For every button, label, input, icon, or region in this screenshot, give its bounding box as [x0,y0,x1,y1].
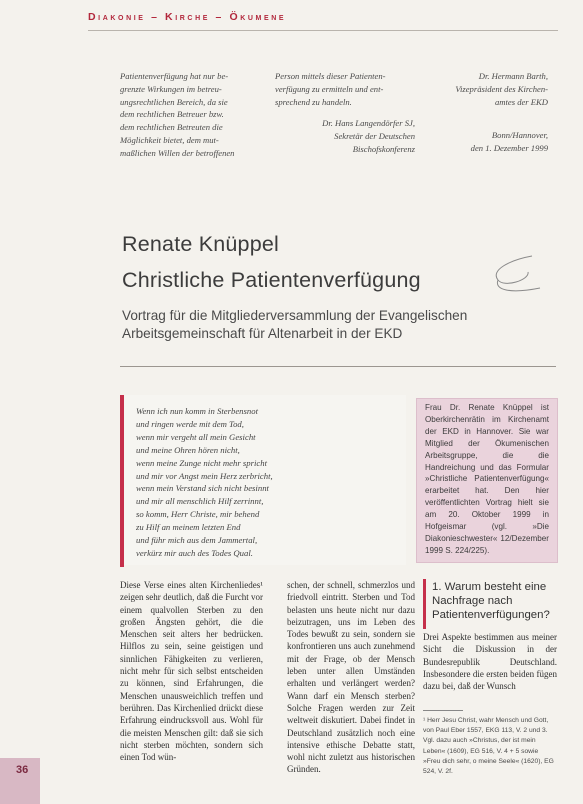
signature-line: Sekretär der Deutschen [334,130,415,141]
signature-line: amtes der EKD [495,96,548,107]
article-title: Christliche Patientenverfügung [122,268,421,292]
signature-line: Vizepräsident des Kirchen- [455,83,548,94]
header-divider [88,30,558,31]
signature-langendoerfer [275,117,415,155]
quote-line: wenn meine Zunge nicht mehr spricht [136,457,268,468]
body-column-1: Diese Verse eines alten Kirchenliedes¹ zeigen sehr deutlich, daß die Furcht vor einem qualvollen Sterben zu den großen Ängsten gehört, die die Menschen seit alters her bedrücken. Hilflos zu sein, seine geistigen und sinnlichen Fähigkeiten zu verlieren, nicht mehr für sich selbst entscheiden zu können, sind Erfahrungen, die Menschen unausweichlich treffen und berühren. Das Kirchenlied drückt diese Erfahrung eindrucksvoll aus. Wohl für die meisten Menschen gilt: daß sie sich nicht sterben möchten, sondern sich einen Tod wün- [120,580,263,763]
intro-line: verfügung zu ermitteln und ent- [275,83,384,94]
article-subtitle: Vortrag für die Mitgliederversammlung der Evangelischen Arbeitsgemeinschaft für Altenarbeit in der EKD [122,308,468,341]
signature-line: Dr. Hans Langendörfer SJ, [322,118,415,128]
intro-column-2 [275,70,415,108]
page-number: 36 [16,764,29,776]
quote-line: Wenn ich nun komm in Sterbensnot [136,406,259,416]
quote-line: wenn mein Verstand sich nicht besinnt [136,483,269,494]
section-accent-bar [423,579,426,629]
intro-column-1 [120,70,266,160]
intro-line: Person mittels dieser Patienten- [275,71,386,81]
footnote: ¹ Herr Jesu Christ, wahr Mensch und Gott, von Paul Eber 1557, EKG 113, V. 2 und 3. Vgl. dazu auch »Christus, der ist mein Leben« (1609), EG 516, V. 4 + 5 sowie »Freu dich sehr, o meine Seele« (1620), EG 524, V. 2f. [423,717,554,776]
intro-line: Patientenverfügung hat nur be- [120,71,229,81]
quote-line: und ringen werde mit dem Tod, [136,418,244,429]
intro-line: Möglichkeit bietet, dem mut- [120,134,219,145]
signature-line: Bischofskonferenz [352,143,415,154]
quote-accent-bar [120,395,124,567]
pen-mark-icon [470,250,550,310]
intro-line: ungsrechtlichen Bereich, da sie [120,96,228,107]
quote-line: und meine Ohren hören nicht, [136,444,240,455]
quote-line: und mir vor Angst mein Herz zerbricht, [136,470,273,481]
quote-line: verkürz mir auch des Todes Qual. [136,547,253,558]
body-column-3: Drei Aspekte bestimmen aus meiner Sicht die Diskussion in der Bundesrepublik Deutschland. Insbesondere die ersten beiden fügen dazu bei, daß der Wunsch [423,632,557,692]
intro-line: dem rechtlichen Betreuten die [120,122,223,133]
intro-line: dem rechtlichen Betreuer bzw. [120,109,224,120]
section-kicker: Diakonie – Kirche – Ökumene [88,11,287,23]
place-date [420,129,548,155]
article-author: Renate Knüppel [122,232,280,256]
quote-line: und mir all menschlich Hilf zerrinnt, [136,496,264,507]
intro-line: maßlichen Willen der betroffenen [120,147,235,158]
quote-line: und führ mich aus dem Jammertal, [136,535,258,546]
section-heading: 1. Warum besteht eine Nachfrage nach Patientenverfügungen? [432,581,550,621]
quote-line: wenn mir vergeht all mein Gesicht [136,431,256,442]
date-line: den 1. Dezember 1999 [470,142,548,153]
signature-line: Dr. Hermann Barth, [478,71,548,81]
intro-line: grenzte Wirkungen im betreu- [120,83,222,94]
date-line: Bonn/Hannover, [491,130,548,140]
hymn-quote [136,405,396,560]
signature-barth [420,70,548,108]
footnote-divider [423,710,463,711]
body-column-2: schen, der schnell, schmerzlos und friedvoll eintritt. Sterben und Tod belasten uns heute nicht nur dazu beizutragen, uns im Leben des Todes bewußt zu sein, sondern sie konfrontieren uns auch zunehmend mit der Frage, ob der Mensch leben unter allen Umständen erhalten und verlängert werden? Wann darf ein Mensch sterben? Solche Fragen werden zur Zeit weltweit diskutiert. Dabei findet in Deutschland zusätzlich noch eine intensive ethische Debatte statt, wohl nicht zuletzt aus historischen Gründen. [287,580,415,775]
author-bio: Frau Dr. Renate Knüppel ist Oberkirchenrätin im Kirchenamt der EKD in Hannover. Sie war Mitglied der Ökumenischen Arbeitsgruppe, die die Handreichung und das Formular »Christliche Patientenverfügung« erarbeitet hat. Den hier veröffentlichten Vortrag hielt sie am 20. Oktober 1999 in Hofgeismar (vgl. »Die Diakonieschwester« 12/Dezember 1999 S. 224/225). [425,403,549,555]
intro-line: sprechend zu handeln. [275,96,352,107]
quote-line: so komm, Herr Christe, mir behend [136,509,260,520]
quote-line: zu Hilf an meinem letzten End [136,522,241,533]
title-divider [120,366,556,367]
